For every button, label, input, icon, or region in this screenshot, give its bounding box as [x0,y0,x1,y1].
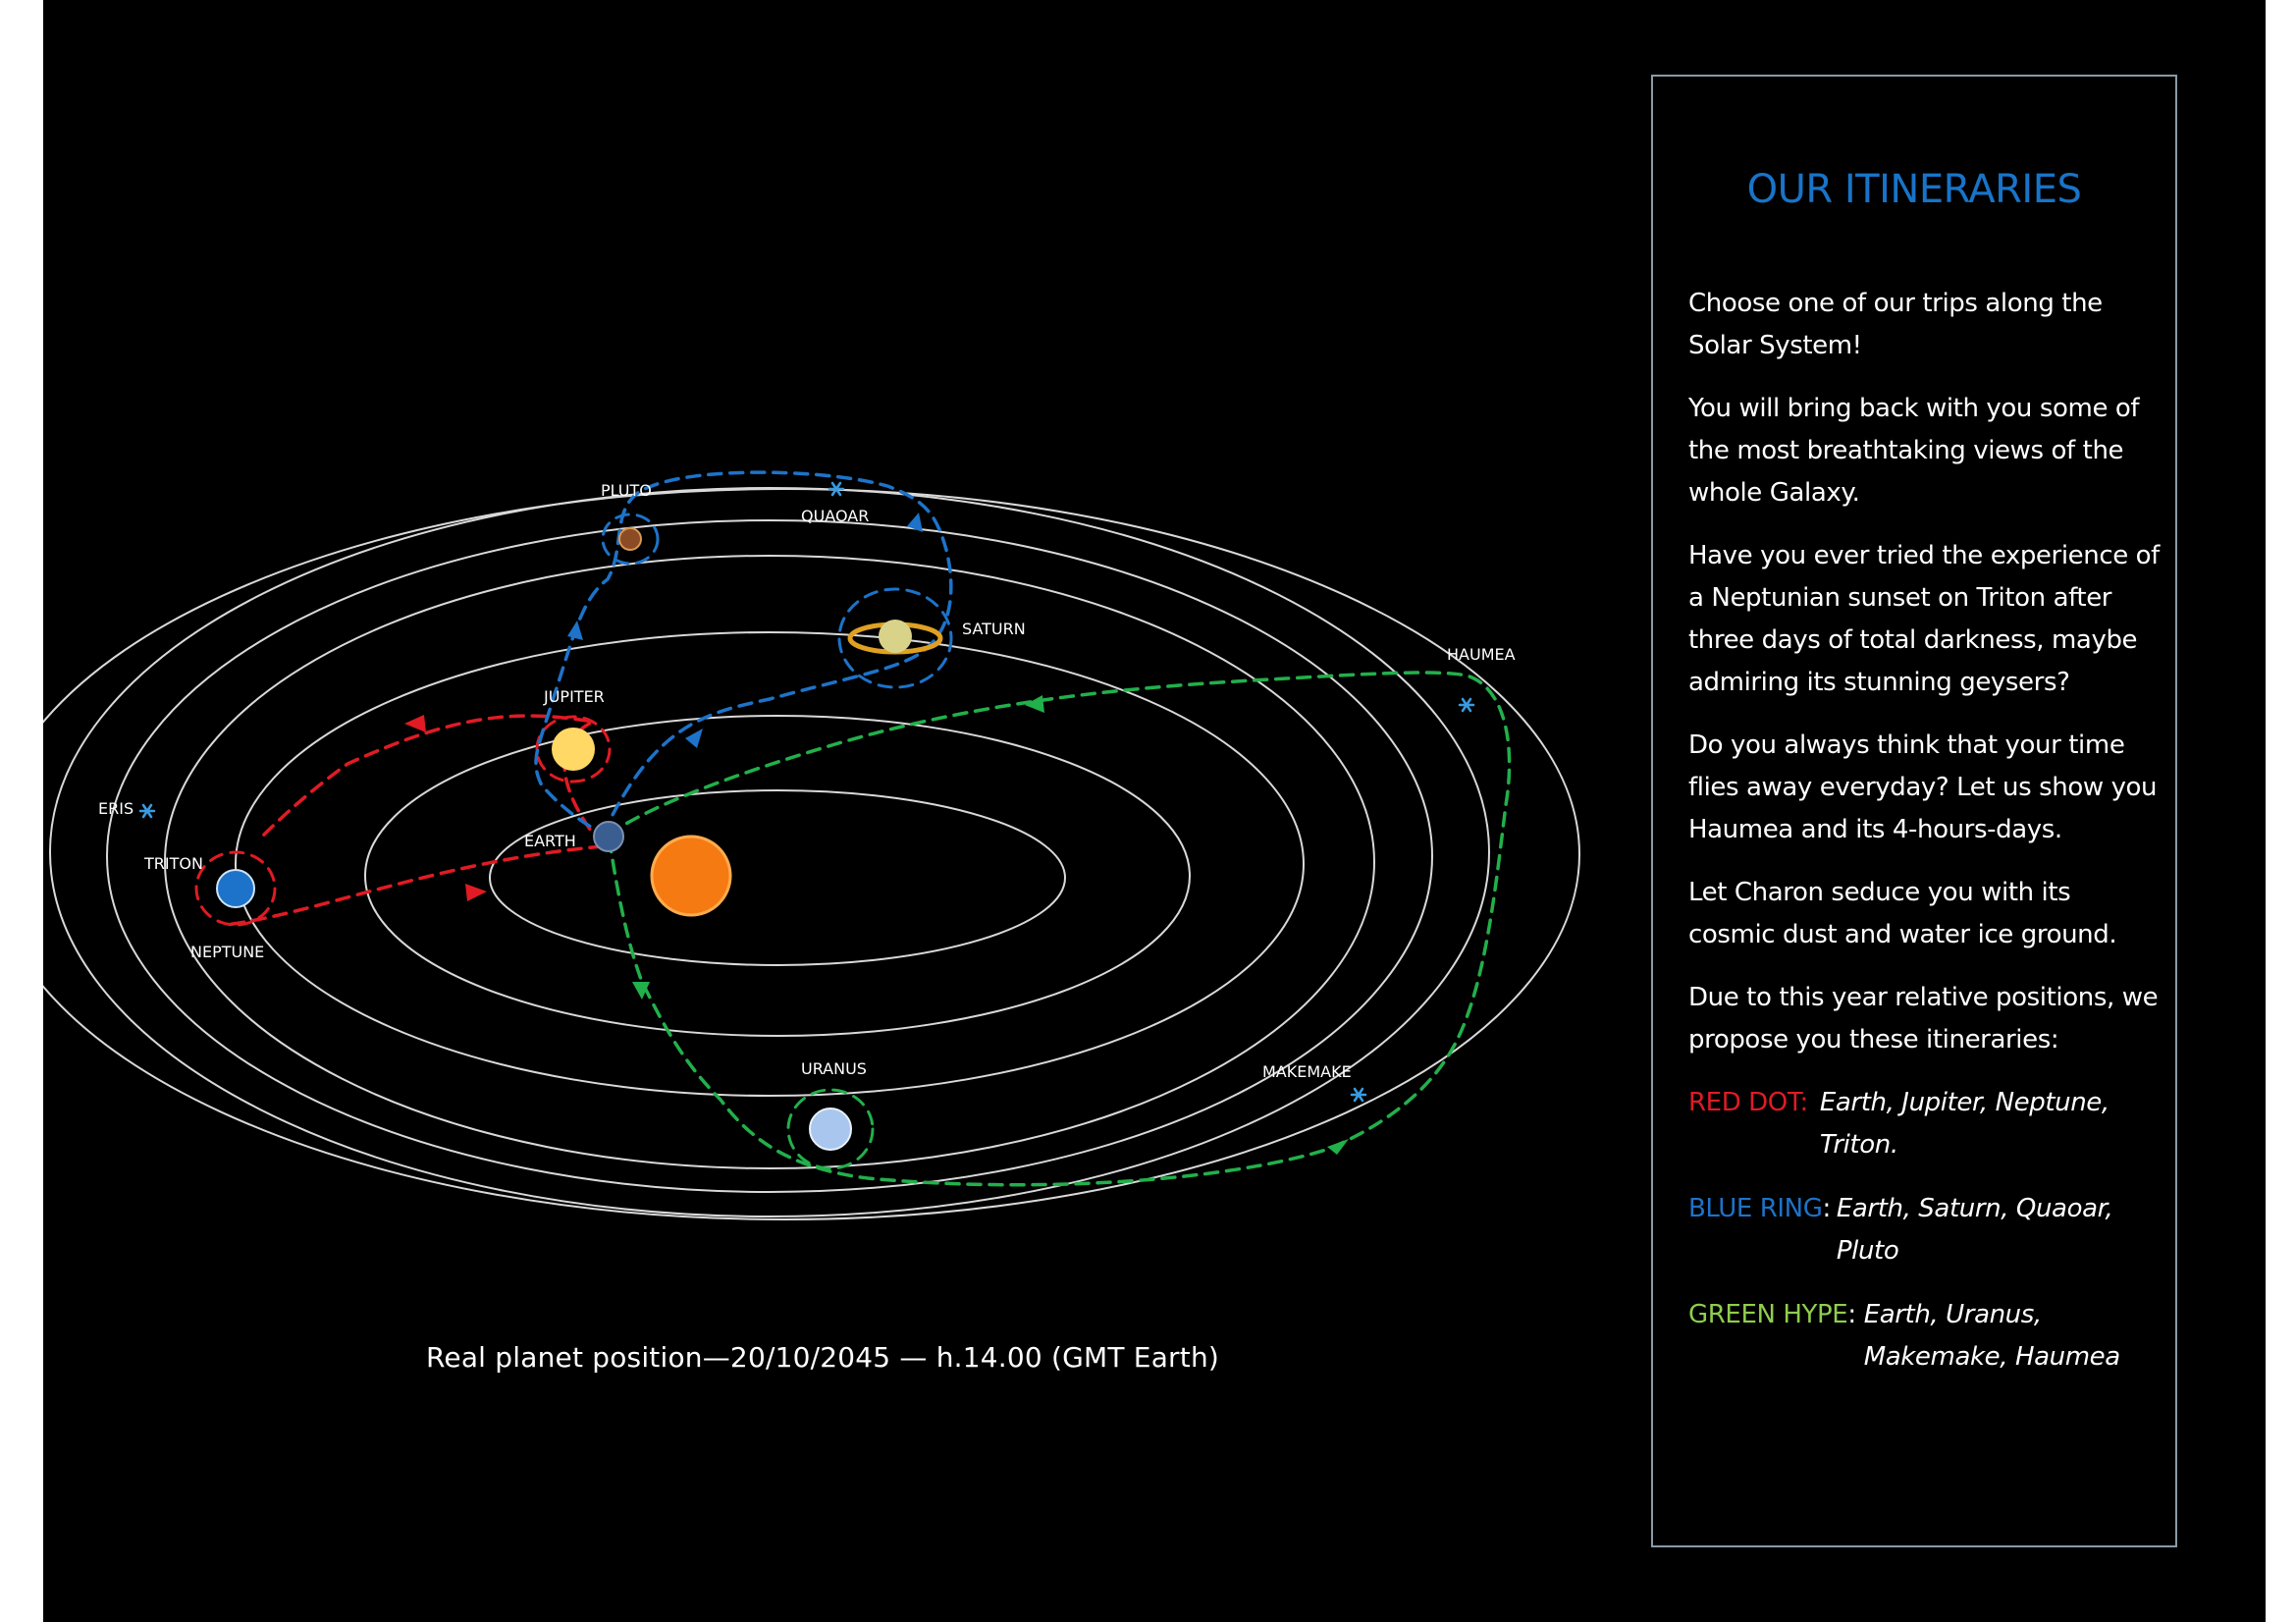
diagram-caption: Real planet position—20/10/2045 — h.14.00 (GMT Earth) [426,1341,1220,1374]
label-pluto: PLUTO [601,481,652,500]
label-earth: EARTH [524,832,576,850]
haumea-marker-icon [1460,699,1473,711]
orbit-4 [165,556,1374,1168]
red-arrow-1 [465,884,487,901]
panel-paragraph: Choose one of our trips along the Solar System! [1688,289,2103,360]
label-uranus: URANUS [801,1059,867,1078]
planets [217,528,940,1150]
blue-route [536,472,951,837]
green-arrow-1 [1025,695,1044,713]
panel-title: OUR ITINERARIES [1746,167,2082,212]
orbits [43,488,1579,1219]
itinerary-blue-label [1688,1188,1831,1272]
panel-paragraph: You will bring back with you some of the most breathtaking views of the whole Galaxy. [1688,394,2140,508]
makemake-marker-icon [1352,1089,1365,1101]
label-neptune: NEPTUNE [190,943,265,961]
label-triton: TRITON [144,854,203,873]
orbit-5 [107,520,1432,1192]
itinerary-blue-colon: : [1822,1194,1831,1223]
itinerary-green [1688,1294,2160,1379]
uranus-planet [810,1108,851,1150]
label-eris: ERIS [98,799,134,818]
red-arrow-2 [404,715,426,732]
eris-marker-icon [140,805,154,817]
page [43,0,2266,1622]
neptune-planet [217,870,254,907]
quaoar-marker-icon [829,483,843,495]
panel-body [1688,283,2160,1400]
itineraries-panel [1651,75,2177,1547]
panel-paragraph: Due to this year relative positions, we propose you these itineraries: [1688,983,2159,1054]
panel-paragraph: Have you ever tried the experience of a Neptunian sunset on Triton after three days of total darkness, maybe admiring its stunning geysers? [1688,541,2160,697]
itinerary-green-colon: : [1847,1300,1856,1329]
itinerary-blue-name: BLUE RING [1688,1194,1823,1223]
orbit-7 [43,489,1579,1219]
panel-paragraph: Do you always think that your time flies away everyday? Let us show you Haumea and its 4-hours-days. [1688,730,2158,844]
solar-system-diagram [43,0,1663,1622]
label-jupiter: JUPITER [544,687,605,706]
blue-arrow-1 [567,621,583,640]
pluto-planet [619,528,641,550]
itinerary-red [1688,1082,2160,1166]
blue-arrow-3 [907,513,923,532]
orbit-3 [236,632,1304,1096]
green-arrow-3 [1327,1139,1349,1155]
blue-arrow-2 [685,729,703,748]
itinerary-red-stops: Earth, Jupiter, Neptune, Triton. [1819,1088,2109,1160]
label-makemake: MAKEMAKE [1262,1062,1352,1081]
dwarf-markers [140,483,1473,1101]
itinerary-blue-stops: Earth, Saturn, Quaoar, Pluto [1836,1194,2113,1266]
itinerary-green-stops: Earth, Uranus, Makemake, Haumea [1863,1300,2120,1372]
label-quaoar: QUAOAR [801,507,870,525]
itinerary-blue [1688,1188,2160,1272]
orbit-1 [490,790,1065,965]
itinerary-green-label [1688,1294,1856,1379]
jupiter-planet [552,728,595,771]
orbit-6 [50,488,1489,1216]
label-haumea: HAUMEA [1447,645,1516,664]
earth-planet [594,822,623,851]
itinerary-red-name: RED DOT: [1688,1088,1808,1117]
sun [652,837,730,915]
green-route [609,673,1510,1185]
label-saturn: SATURN [962,620,1026,638]
itinerary-green-name: GREEN HYPE [1688,1300,1848,1329]
panel-paragraph: Let Charon seduce you with its cosmic dust and water ice ground. [1688,878,2117,949]
red-route [226,716,603,925]
